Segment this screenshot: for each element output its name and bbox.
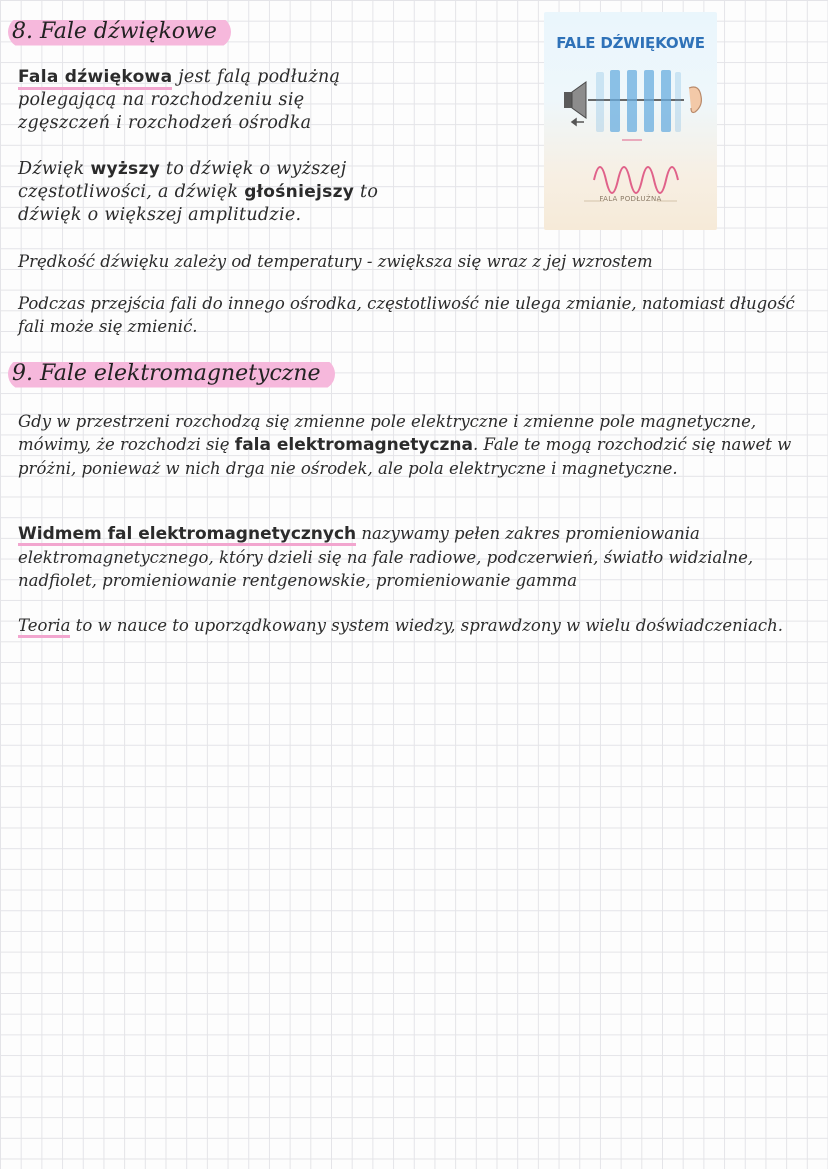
section-9-heading: 9. Fale elektromagnetyczne	[8, 358, 335, 390]
section-8-paragraph-4: Podczas przejścia fali do innego ośrodka, częstotliwość nie ulega zmianie, natomiast długość fali może się zmienić.	[18, 294, 795, 336]
section-9-paragraph-3: Teoria to w nauce to uporządkowany system wiedzy, sprawdzony w wielu doświadczeniach.	[18, 614, 808, 637]
section-8-paragraph-3: Prędkość dźwięku zależy od temperatury - zwiększa się wraz z jej wzrostem	[18, 252, 653, 271]
particle-columns	[596, 70, 681, 132]
sound-wave-illustration	[544, 12, 717, 230]
illustration-caption: FALA PODŁUŻNA	[599, 195, 662, 203]
ear-icon	[689, 87, 701, 113]
theory-term: Teoria	[18, 616, 70, 638]
wave-line	[594, 167, 678, 193]
section-8-paragraph-1: Fala dźwiękowa jest falą podłużną polegającą na rozchodzeniu się zgęszczeń i rozchodzeń ośrodka	[18, 67, 341, 133]
illustration-title: FALE DŹWIĘKOWE	[556, 34, 705, 52]
section-8-paragraph-2: Dźwięk wyższy to dźwięk o wyższej częstotliwości, a dźwięk głośniejszy to dźwięk o większej amplitudzie.	[18, 159, 379, 225]
section-9-paragraph-1: Gdy w przestrzeni rozchodzą się zmienne pole elektryczne i zmienne pole magnetyczne, mówimy, że rozchodzi się fala elektromagnetyczna. Fale te mogą rozchodzić się nawet w próżni, ponieważ w nich drga nie ośrodek, ale pola elektryczne i magnetyczne.	[18, 412, 792, 478]
sound-wave-term: Fala dźwiękowa	[18, 67, 172, 90]
speaker-icon	[564, 82, 586, 118]
section-8-heading: 8. Fale dźwiękowe	[8, 16, 231, 48]
spectrum-term: Widmem fal elektromagnetycznych	[18, 524, 357, 544]
section-9-paragraph-2: Widmem fal elektromagnetycznych nazywamy pełen zakres promieniowania elektromagnetycznego, który dzieli się na fale radiowe, podczerwień, światło widzialne, nadfiolet, promieniowanie rentgenowskie, promieniowanie gamma	[18, 524, 754, 590]
arrow-icon	[572, 119, 584, 125]
